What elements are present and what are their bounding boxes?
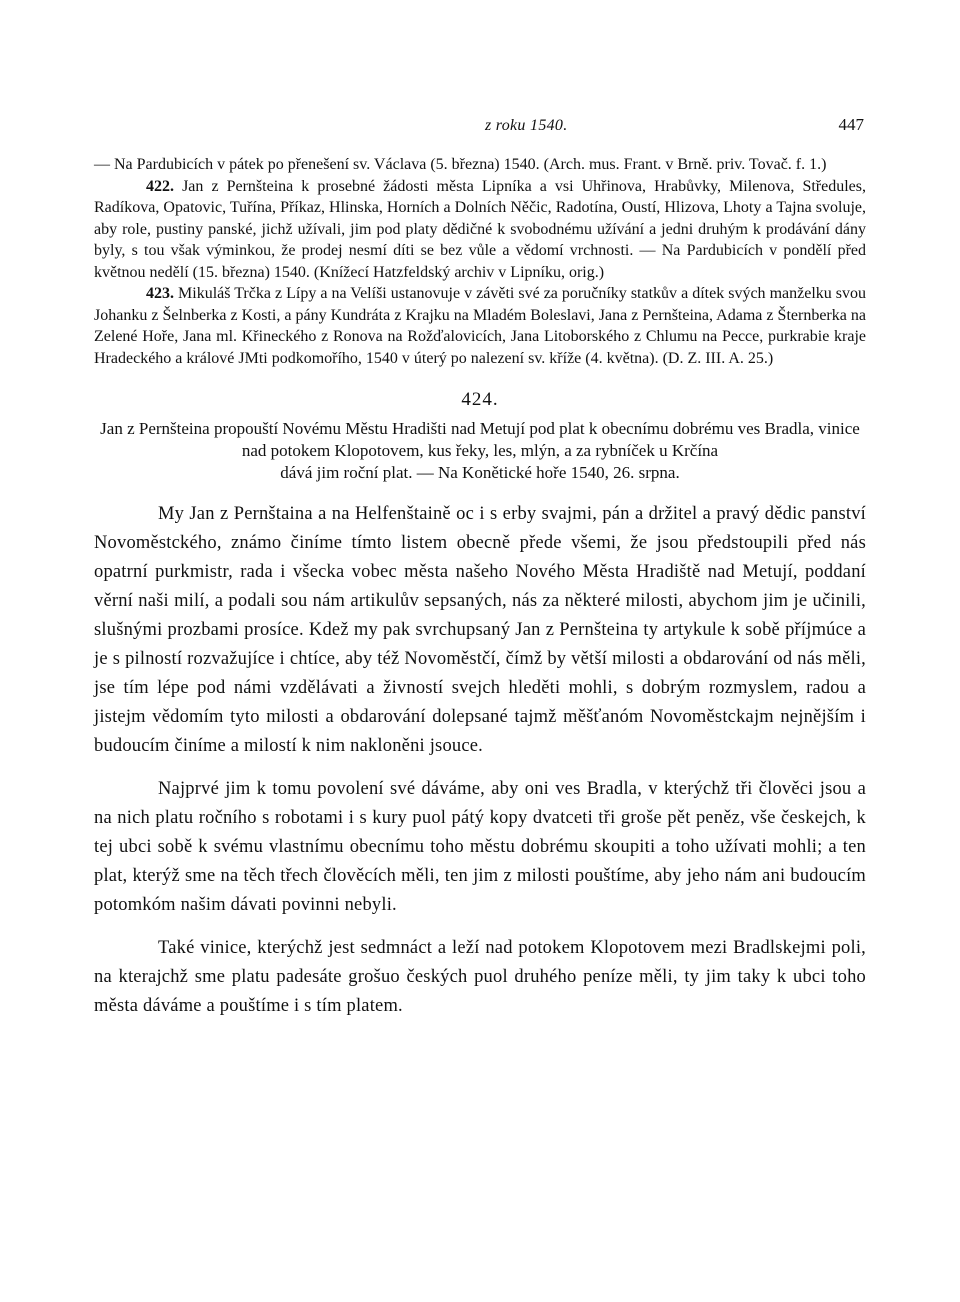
page-number: 447 (838, 115, 864, 134)
body-paragraph: My Jan z Pernštaina a na Helfenštaině oc i s erby svajmi, pán a držitel a pravý dědic panství Novoměstckého, známo činíme tímto listem obecně přede všemi, že jsou předstoupili před nás opatrní purkmistr, rada i všecka vobec města našeho Nového Města Hradiště nad Metují, poddaní věrní naši milí, a podali sou nám artikulův sepsaných, nás za některé milosti, abychom jim je učinili, slušnými prozbami prosíce. Kdež my pak svrchupsaný Jan z Pernšteina ty artykule k sobě příjmúce a je s pilností rozvažujíce i chtíce, aby též Novoměstčí, čímž by větší milosti a obdarování od nás měli, jse tím lépe pod námi vzdělávati a živností svejch hleděti mohli, s dobrým rozmyslem, radou a jistejm vědomím tyto milosti a obdarování dolepsané tajmž měšťanóm Novoměstckajm nejnějším i budoucím činíme a milostí k nim nakloněni jsouce. (94, 504, 866, 756)
note-text: Mikuláš Trčka z Lípy a na Velíši ustanovuje v závěti své za poručníky statkův a dítek svých manželku svou Johanku z Šelnberka z Kosti, a pány Kundráta z Krajku na Mladém Boleslavi, Jana z Pernšteina, Adama z Šternberka na Zelené Hoře, Jana ml. Křineckého z Ronova na Rožďalovicích, Jana Litoborského z Chlumu na Pecce, purkrabie kraje Hradeckého a králové JMti podkomořího, 1540 v úterý po nalezení sv. kříže (4. května). (D. Z. III. A. 25.) (94, 285, 867, 367)
regest-number: 422. (146, 177, 174, 195)
regest-note-continuation (94, 154, 866, 176)
regest-number: 423. (146, 285, 174, 302)
regest-423 (94, 283, 866, 369)
section-summary (94, 418, 866, 484)
note-text: Jan z Pernšteina k prosebné žádosti města Lipníka a vsi Uhřinova, Hrabůvky, Milenova, Středules, Radíkova, Opatovic, Tuřína, Příkaz, Hlinska, Horních a Dolních Něčic, Radotína, Oustí, Hlizova, Lhoty a Tajna svoluje, aby role, pustiny panské, jichž užívali, jim pod platy dědičné k svobodnému užívání a jedni druhým k prodávání dány byly, s tou však výminkou, že prodej nesmí díti se bez vůle a vědomí vrchnosti. — Na Pardubicích v pondělí před květnou nedělí (15. března) 1540. (Knížecí Hatzfeldský archiv v Lipníku, orig.) (94, 177, 867, 281)
document-page (94, 114, 866, 1021)
page-header (94, 114, 866, 154)
regest-422 (94, 176, 866, 284)
body-paragraph: Najprvé jim k tomu povolení své dáváme, aby oni ves Bradla, v kterýchž tři člověci jsou a na nich platu ročního s robotami i s kury puol pátý kopy dvatceti tři groše pět peněz, vše českejch, k tej ubci sobě k svému vlastnímu obecnímu toho městu dobrému skoupiti a toho užívati mohli; a ten plat, kterýž sme na těch třech člověcích měli, ten jim z milosti pouštíme, aby jeho nám ani budoucím potomkóm našim dávati povinni nebyli. (94, 779, 866, 915)
running-title: z roku 1540. (484, 117, 568, 134)
section-number: 424. (461, 389, 499, 410)
body-paragraph: Také vinice, kterýchž jest sedmnáct a leží nad potokem Klopotovem mezi Bradlskejmi poli, na kterajchž sme platu padesáte grošuo českých puol druhého peníze měli, ty jim taky k ubci toho města dáváme a pouštíme i s tím platem. (94, 938, 866, 1016)
note-text: — Na Pardubicích v pátek po přenešení sv. Václava (5. března) 1540. (Arch. mus. Frant. v Brně. priv. Tovač. f. 1.) (94, 156, 827, 173)
summary-main: Jan z Pernšteina propouští Novému Městu Hradišti nad Metují pod plat k obecnímu dobrému ves Bradla, vinice nad potokem Klopotovem, kus řeky, les, mlýn, a za rybníček u Krčína (100, 419, 860, 460)
summary-last-line: dává jim roční plat. — Na Konětické hoře 1540, 26. srpna. (280, 463, 680, 482)
